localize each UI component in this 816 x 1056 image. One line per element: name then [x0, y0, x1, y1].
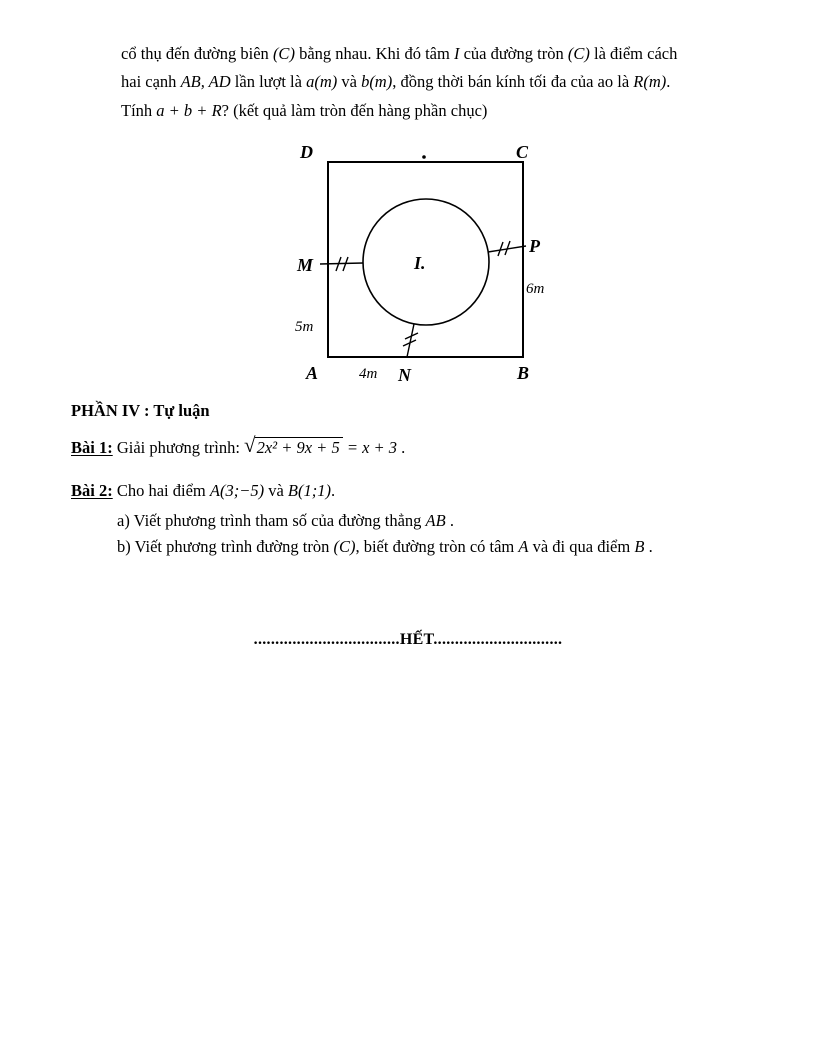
- dim-6m: 6m: [526, 281, 545, 297]
- math-run: AB: [425, 511, 446, 530]
- text-run: bằng nhau. Khi đó tâm: [294, 44, 454, 63]
- text-run: và: [264, 481, 288, 500]
- math-run: R(m): [633, 72, 667, 92]
- label-I: I.: [414, 253, 426, 273]
- math-run: a + b + R: [156, 100, 222, 120]
- sqrt-sign: √: [244, 433, 256, 457]
- text-run: là điểm cách: [589, 44, 678, 63]
- segment-M-to-circle: [320, 263, 363, 264]
- sqrt-expression: [244, 433, 343, 457]
- exercise-2-item-a: [117, 511, 454, 531]
- text-run: , đồng thời bán kính tối đa của ao là: [392, 72, 634, 92]
- math-run: a(m): [306, 72, 338, 92]
- text-run: lần lượt là: [230, 72, 307, 92]
- math-run: B(1;1): [287, 481, 331, 500]
- label-N: N: [398, 365, 411, 385]
- pond-circle: [363, 199, 489, 325]
- math-run: A(3;−5): [209, 481, 265, 500]
- label-C: C: [516, 142, 529, 162]
- statement-line-2: [121, 68, 753, 96]
- math-run: B: [634, 537, 645, 556]
- math-run: I: [453, 44, 460, 63]
- math-run: A: [518, 537, 529, 556]
- statement-line-3: [121, 97, 753, 125]
- exercise-1: [71, 433, 406, 458]
- math-run: (C): [272, 44, 295, 63]
- dots-right: ..............................: [433, 631, 563, 648]
- label-M: M: [297, 255, 314, 275]
- text-run: Tính: [121, 100, 157, 120]
- math-run: (C): [333, 537, 356, 556]
- text-run: cổ thụ đến đường biên: [121, 44, 273, 63]
- text-run: ? (kết quả làm tròn đến hàng phần chục): [221, 100, 488, 120]
- text-run: .: [330, 481, 336, 500]
- math-run: b(m): [361, 72, 393, 92]
- dim-4m: 4m: [359, 366, 378, 382]
- radicand: 2x² + 9x + 5: [255, 437, 343, 458]
- top-edge-dot: [422, 155, 426, 159]
- label-P: P: [529, 236, 540, 256]
- math-run: (C): [567, 44, 590, 63]
- text-run: .: [644, 537, 653, 556]
- text-run: hai cạnh: [121, 72, 181, 92]
- statement-line-1: [121, 40, 753, 68]
- label-D: D: [300, 142, 313, 162]
- exercise-2-label: Bài 2:: [71, 481, 113, 500]
- end-of-document-line: [0, 631, 816, 649]
- dim-5m: 5m: [295, 319, 314, 335]
- text-run: a) Viết phương trình tham số của đường thẳng: [117, 511, 426, 530]
- text-run: , biết đường tròn có tâm: [355, 537, 519, 556]
- text-run: .: [445, 511, 454, 530]
- text-run: Cho hai điểm: [112, 481, 210, 500]
- problem-statement: [121, 40, 753, 125]
- text-run: và: [337, 72, 362, 92]
- dots-left: ..................................: [253, 631, 400, 648]
- text-run: b) Viết phương trình đường tròn: [117, 537, 334, 556]
- math-run: AB, AD: [180, 72, 231, 92]
- label-B: B: [517, 363, 530, 383]
- text-run: Giải phương trình:: [112, 438, 245, 457]
- exercise-2: [71, 481, 335, 501]
- het-label: HẾT: [399, 631, 434, 648]
- text-run: .: [397, 438, 406, 457]
- text-run: và đi qua điểm: [528, 537, 635, 556]
- segment-circle-to-N: [407, 324, 414, 357]
- exercise-2-item-b: [117, 537, 653, 557]
- math-run: = x + 3: [342, 438, 398, 457]
- exercise-1-label: Bài 1:: [71, 438, 113, 457]
- label-A: A: [306, 363, 319, 383]
- section-heading: PHẦN IV : Tự luận: [71, 401, 210, 420]
- text-run: .: [666, 72, 671, 92]
- text-run: của đường tròn: [459, 44, 568, 63]
- geometry-figure: [293, 142, 567, 394]
